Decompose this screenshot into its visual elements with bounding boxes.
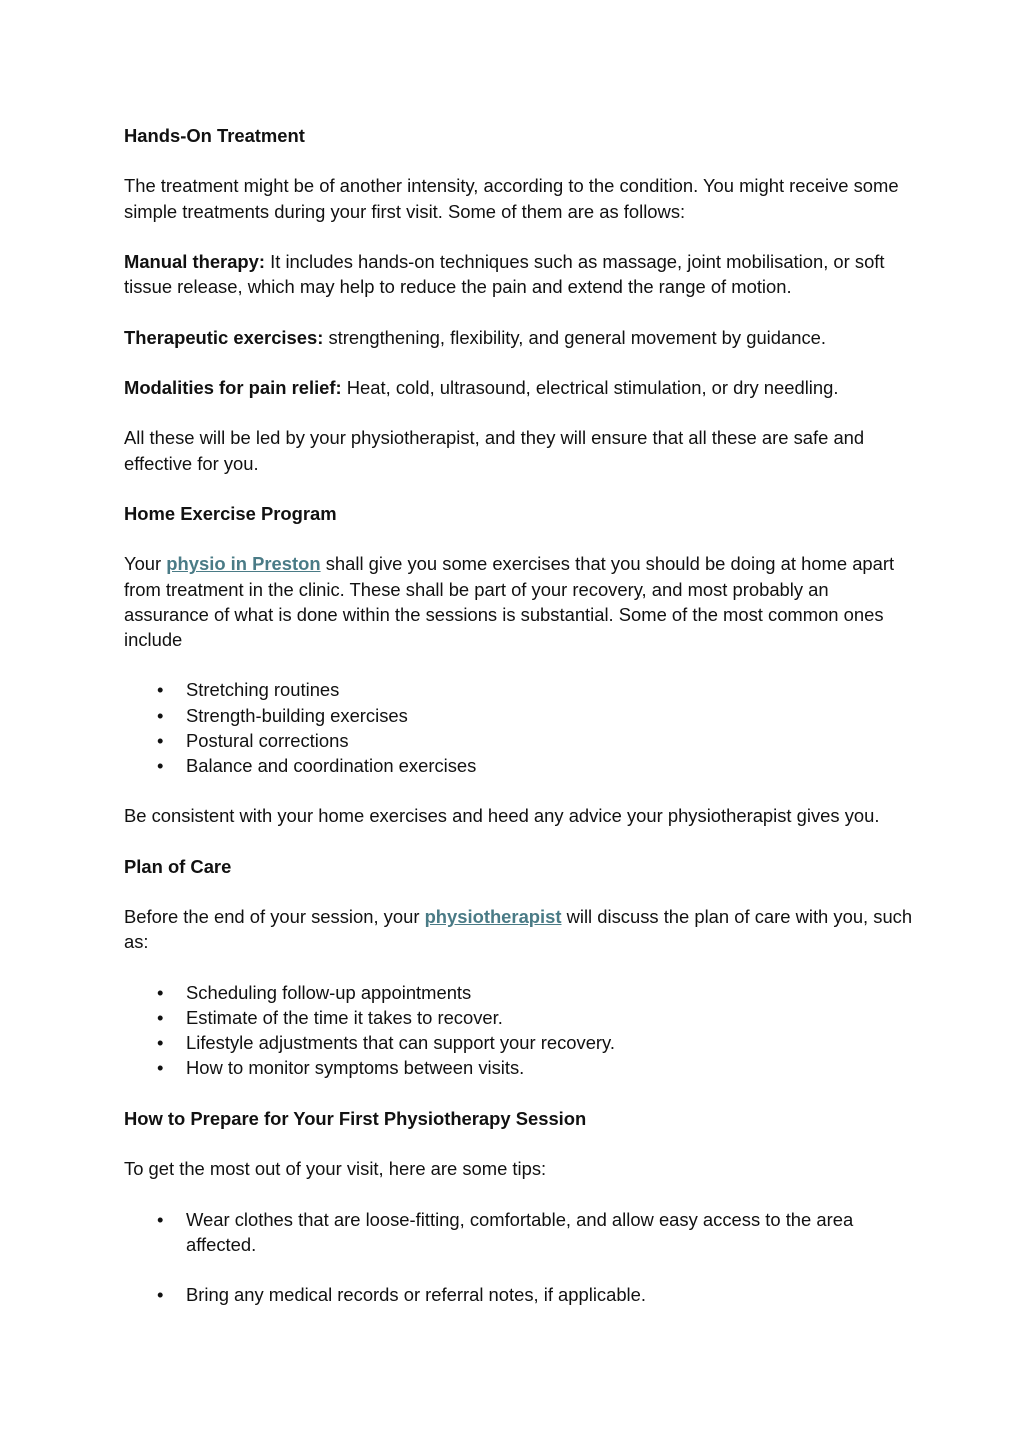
paragraph-treatment-closing: All these will be led by your physiotherapist, and they will ensure that all these are safe and effective for you. (124, 427, 865, 474)
paragraph-home-exercise-closing: Be consistent with your home exercises and heed any advice your physiotherapist gives you. (124, 805, 880, 827)
bullet-icon: • (157, 679, 164, 701)
link-physiotherapist[interactable]: physiotherapist (424, 906, 562, 928)
paragraph-prepare-intro: To get the most out of your visit, here are some tips: (124, 1158, 547, 1180)
list-item (124, 753, 914, 778)
heading-home-exercise-program: Home Exercise Program (124, 502, 337, 524)
list-item (124, 728, 914, 753)
list-item-text: Stretching routines (186, 679, 340, 701)
paragraph-modalities (124, 375, 914, 400)
list-item (124, 703, 914, 728)
list-item-text: Postural corrections (186, 729, 349, 751)
list-item (124, 1282, 914, 1307)
bullet-icon: • (157, 1208, 164, 1230)
label-manual-therapy: Manual therapy: (124, 250, 266, 272)
bullet-icon: • (157, 704, 164, 726)
bullet-icon: • (157, 981, 164, 1003)
bullet-icon: • (157, 1032, 164, 1054)
list-item-text: Lifestyle adjustments that can support your recovery. (186, 1032, 615, 1054)
list-item-text: Balance and coordination exercises (186, 754, 477, 776)
link-physio-in-preston[interactable]: physio in Preston (166, 553, 321, 575)
text-plan-after-link: will discuss the plan of care with you, such as: (124, 906, 913, 953)
list-item (124, 1005, 914, 1030)
paragraph-manual-therapy (124, 249, 914, 299)
list-item-text: Estimate of the time it takes to recover. (186, 1006, 503, 1028)
text-modalities: Heat, cold, ultrasound, electrical stimulation, or dry needling. (341, 376, 839, 398)
list-item (124, 1207, 914, 1257)
list-item-text: Strength-building exercises (186, 704, 408, 726)
list-item-text: Wear clothes that are loose-fitting, comfortable, and allow easy access to the area affected. (186, 1208, 854, 1255)
heading-hands-on-treatment: Hands-On Treatment (124, 125, 305, 146)
list-item-text: Scheduling follow-up appointments (186, 981, 472, 1003)
text-home-after-link: shall give you some exercises that you should be doing at home apart from treatment in the clinic. These shall be part of your recovery, and most probably an assurance of what is done within the sessions is substantial. Some of the most common ones include (124, 553, 895, 650)
bullet-icon: • (157, 754, 164, 776)
paragraph-home-exercise-intro (124, 551, 914, 652)
bullet-icon: • (157, 1006, 164, 1028)
list-item (124, 980, 914, 1005)
list-home-exercises (124, 677, 914, 778)
list-plan-of-care (124, 980, 914, 1081)
bullet-icon: • (157, 729, 164, 751)
text-plan-before-link: Before the end of your session, your (124, 906, 425, 928)
list-item-text: Bring any medical records or referral notes, if applicable. (186, 1284, 646, 1306)
heading-how-to-prepare: How to Prepare for Your First Physiotherapy Session (124, 1107, 587, 1129)
label-therapeutic-exercises: Therapeutic exercises: (124, 326, 324, 348)
list-item (124, 1030, 914, 1055)
text-home-before-link: Your (124, 553, 167, 575)
paragraph-treatment-intro: The treatment might be of another intensity, according to the condition. You might receive some simple treatments during your first visit. Some of them are as follows: (124, 175, 899, 222)
text-manual-therapy: It includes hands-on techniques such as massage, joint mobilisation, or soft tissue release, which may help to reduce the pain and extend the range of motion. (124, 250, 885, 298)
paragraph-therapeutic-exercises (124, 325, 914, 350)
heading-plan-of-care: Plan of Care (124, 855, 232, 877)
list-item-text: How to monitor symptoms between visits. (186, 1057, 525, 1079)
list-prepare-tips (124, 1207, 914, 1308)
list-item (124, 677, 914, 702)
list-item (124, 1055, 914, 1080)
document-page (124, 123, 914, 1332)
bullet-icon: • (157, 1057, 164, 1079)
paragraph-plan-of-care-intro (124, 904, 914, 954)
text-therapeutic-exercises: strengthening, flexibility, and general movement by guidance. (323, 326, 826, 348)
label-modalities: Modalities for pain relief: (124, 376, 342, 398)
bullet-icon: • (157, 1284, 164, 1306)
